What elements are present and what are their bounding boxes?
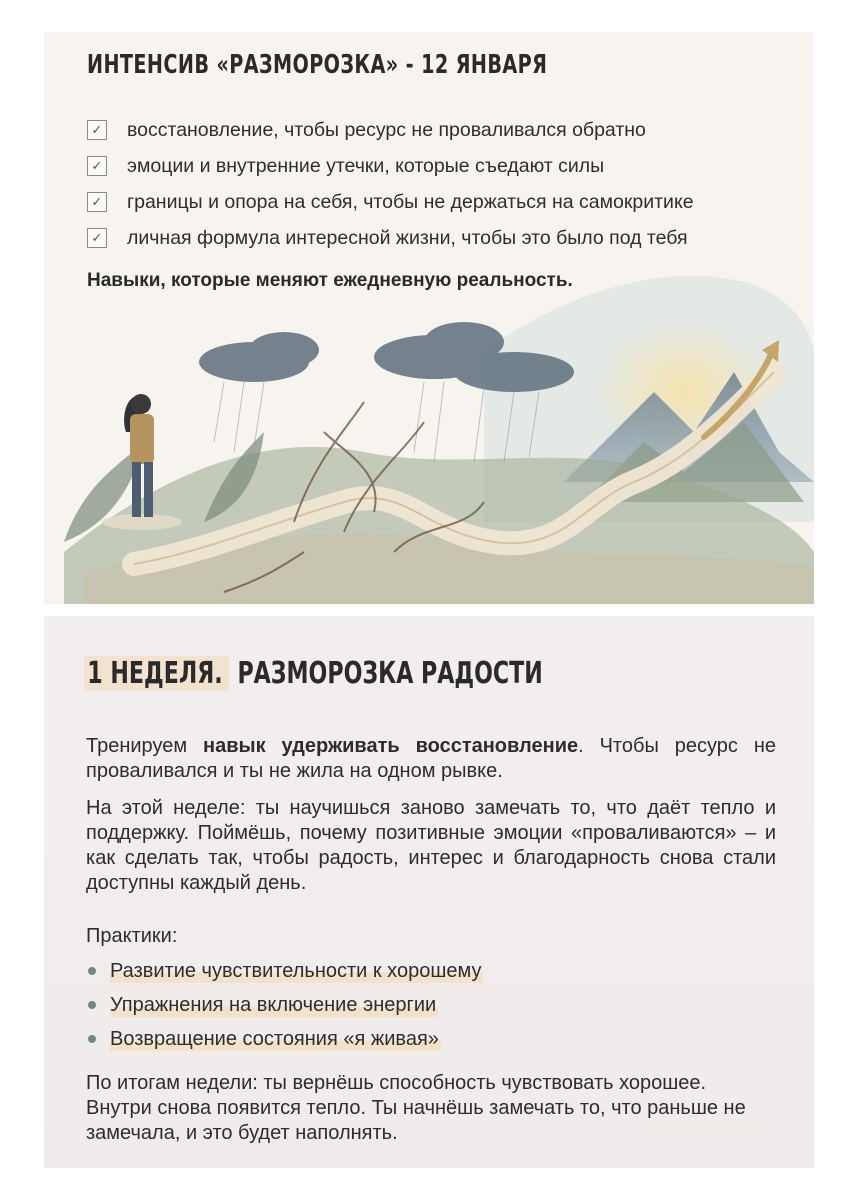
checkbox-icon: ✓ — [87, 192, 107, 212]
checklist-item-text: эмоции и внутренние утечки, которые съедают силы — [127, 154, 605, 177]
checkbox-icon: ✓ — [87, 156, 107, 176]
intro-bold: навык удерживать восстановление — [203, 735, 579, 757]
checkbox-icon: ✓ — [87, 120, 107, 140]
week-heading — [84, 656, 543, 691]
checklist-item-text: личная формула интересной жизни, чтобы это было под тебя — [127, 226, 688, 249]
bullet-icon — [88, 1035, 96, 1043]
bullet-icon — [88, 967, 96, 975]
intensive-title: ИНТЕНСИВ «РАЗМОРОЗКА» - 12 ЯНВАРЯ — [87, 50, 548, 80]
checklist-item — [87, 184, 694, 220]
week-outcome: По итогам недели: ты вернёшь способность чувствовать хорошее. Внутри снова появится тепло. Ты начнёшь замечать то, что раньше не замечала, и это будет наполнять. — [86, 1072, 746, 1144]
checklist-item — [87, 112, 694, 148]
checklist-item — [87, 148, 694, 184]
checkbox-icon: ✓ — [87, 228, 107, 248]
practice-text: Упражнения на включение энергии — [110, 993, 437, 1016]
intro-post: . Чтобы ресурс не проваливался и ты не жила на одном рывке. — [86, 735, 776, 782]
practice-item — [86, 954, 483, 988]
benefits-checklist — [87, 112, 694, 256]
week-label: 1 НЕДЕЛЯ. — [84, 656, 229, 691]
week-one-card — [44, 616, 814, 1168]
checklist-item-text: границы и опора на себя, чтобы не держаться на самокритике — [127, 190, 694, 213]
practices-list — [86, 954, 483, 1056]
week-description: На этой неделе: ты научишься заново замечать то, что даёт тепло и поддержку. Поймёшь, почему позитивные эмоции «проваливаются» – и как сделать так, чтобы радость, интерес и благодарность снова стали доступны каждый день. — [86, 797, 776, 894]
checklist-item — [87, 220, 694, 256]
practice-text: Возвращение состояния «я живая» — [110, 1027, 439, 1050]
practices-label: Практики: — [86, 925, 178, 947]
skills-lead: Навыки, которые меняют ежедневную реальность. — [87, 270, 573, 291]
practice-item — [86, 1022, 483, 1056]
practice-text: Развитие чувствительности к хорошему — [110, 959, 482, 982]
week-title: РАЗМОРОЗКА РАДОСТИ — [237, 656, 543, 691]
intensive-card — [44, 32, 814, 604]
intro-paragraph — [86, 734, 776, 784]
bullet-icon — [88, 1001, 96, 1009]
intro-pre: Тренируем — [86, 735, 204, 757]
practice-item — [86, 988, 483, 1022]
checklist-item-text: восстановление, чтобы ресурс не проваливался обратно — [127, 118, 646, 141]
